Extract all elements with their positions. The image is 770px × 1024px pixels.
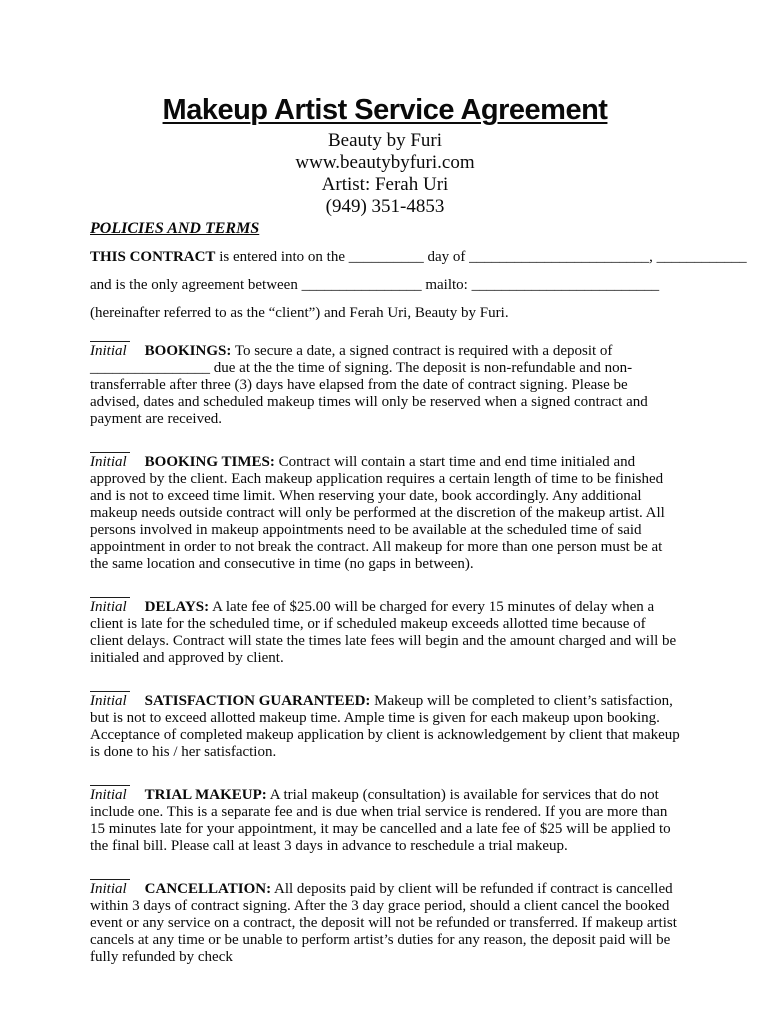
section-paragraph [90,599,680,667]
section-booking-times [90,438,680,573]
opening-line-3-text: (hereinafter referred to as the “client”) and Ferah Uri, Beauty by Furi. [90,305,509,321]
opening-clause [90,243,747,327]
section-heading-cancellation: CANCELLATION: [144,881,272,897]
opening-line-2-text: and is the only agreement between ________________ mailto: _________________________ [90,277,660,293]
section-heading-bookings: BOOKINGS: [144,343,232,359]
header-subtitle-block [90,130,680,218]
initial-blank-line [90,438,130,453]
initial-blank-row [90,865,680,881]
section-paragraph [90,693,680,761]
policies-and-terms-heading [90,219,680,239]
section-trial-makeup [90,771,680,855]
initial-label: Initial [90,454,127,470]
initial-blank-line [90,583,130,598]
section-paragraph [90,881,680,966]
section-bookings [90,327,680,428]
initial-blank-row [90,583,680,599]
opening-line-1-text: is entered into on the __________ day of ________________________, ____________ [215,249,747,265]
opening-line-1 [90,243,747,271]
section-paragraph [90,343,680,428]
opening-line-2 [90,271,680,299]
business-name: Beauty by Furi [328,130,442,151]
phone-number: (949) 351-4853 [325,196,445,217]
section-paragraph [90,787,680,855]
initial-blank-row [90,438,680,454]
section-heading-satisfaction: SATISFACTION GUARANTEED: [144,693,371,709]
initial-label: Initial [90,787,127,803]
section-body-booking-times: Contract will contain a start time and end time initialed and approved by the client. Each makeup application requires a certain length of time to be finished and is not to exceed time limit. When reserving your date, book accordingly. Any additional makeup needs outside contract will only be performed at the discretion of the makeup artist. All persons involved in makeup appointments need to be available at the scheduled time of said appointment in order to not break the contract. All makeup for more than one person must be at the same location and consecutive in time (no gaps in between). [90,454,665,572]
section-body-satisfaction: Makeup will be completed to client’s satisfaction, but is not to exceed allotted makeup time. Ample time is given for each makeup upon booking. Acceptance of completed makeup application by client is acknowledgement by client that makeup is done to his / her satisfaction. [90,693,680,760]
initial-blank-row [90,327,680,343]
section-body-cancellation: All deposits paid by client will be refunded if contract is cancelled within 3 days of contract signing. After the 3 day grace period, should a client cancel the booked event or any service on a contract, the deposit will not be refunded or transferred. If makeup artist cancels at any time or be unable to perform artist’s duties for any reason, the deposit paid will be fully refunded by check [90,881,677,965]
website-url: www.beautybyfuri.com [295,152,475,173]
initial-label: Initial [90,343,127,359]
initial-blank-line [90,677,130,692]
opening-line-3 [90,299,680,327]
initial-blank-row [90,677,680,693]
initial-blank-line [90,327,130,342]
section-cancellation [90,865,680,966]
this-contract-label: THIS CONTRACT [90,249,216,265]
page-title [90,94,680,126]
section-heading-delays: DELAYS: [144,599,210,615]
section-body-delays: A late fee of $25.00 will be charged for every 15 minutes of delay when a client is late for the scheduled time, or if scheduled makeup exceeds allotted time because of client delays. Contract will state the times late fees will begin and the amount charged and will be initialed and approved by client. [90,599,677,666]
artist-name: Artist: Ferah Uri [321,174,449,195]
initial-blank-line [90,865,130,880]
section-body-trial-makeup: A trial makeup (consultation) is available for services that do not include one. This is a separate fee and is due when trial service is rendered. If you are more than 15 minutes late for your appointment, it may be cancelled and a late fee of $25 will be applied to the final bill. Please call at least 3 days in advance to reschedule a trial makeup. [90,787,671,854]
page-title-text: Makeup Artist Service Agreement [162,94,608,126]
initial-blank-row [90,771,680,787]
initial-label: Initial [90,693,127,709]
initial-label: Initial [90,599,127,615]
section-satisfaction-guaranteed [90,677,680,761]
policies-and-terms-text: POLICIES AND TERMS [90,220,260,237]
section-delays [90,583,680,667]
section-paragraph [90,454,680,573]
initial-label: Initial [90,881,127,897]
section-heading-booking-times: BOOKING TIMES: [144,454,275,470]
initial-blank-line [90,771,130,786]
section-heading-trial-makeup: TRIAL MAKEUP: [144,787,267,803]
section-body-bookings: To secure a date, a signed contract is required with a deposit of ________________ due at the the time of signing. The deposit is non-refundable and non-transferrable after three (3) days have elapsed from the date of contract signing. Please be advised, dates and scheduled makeup times will only be reserved when a signed contract and payment are received. [90,343,648,427]
